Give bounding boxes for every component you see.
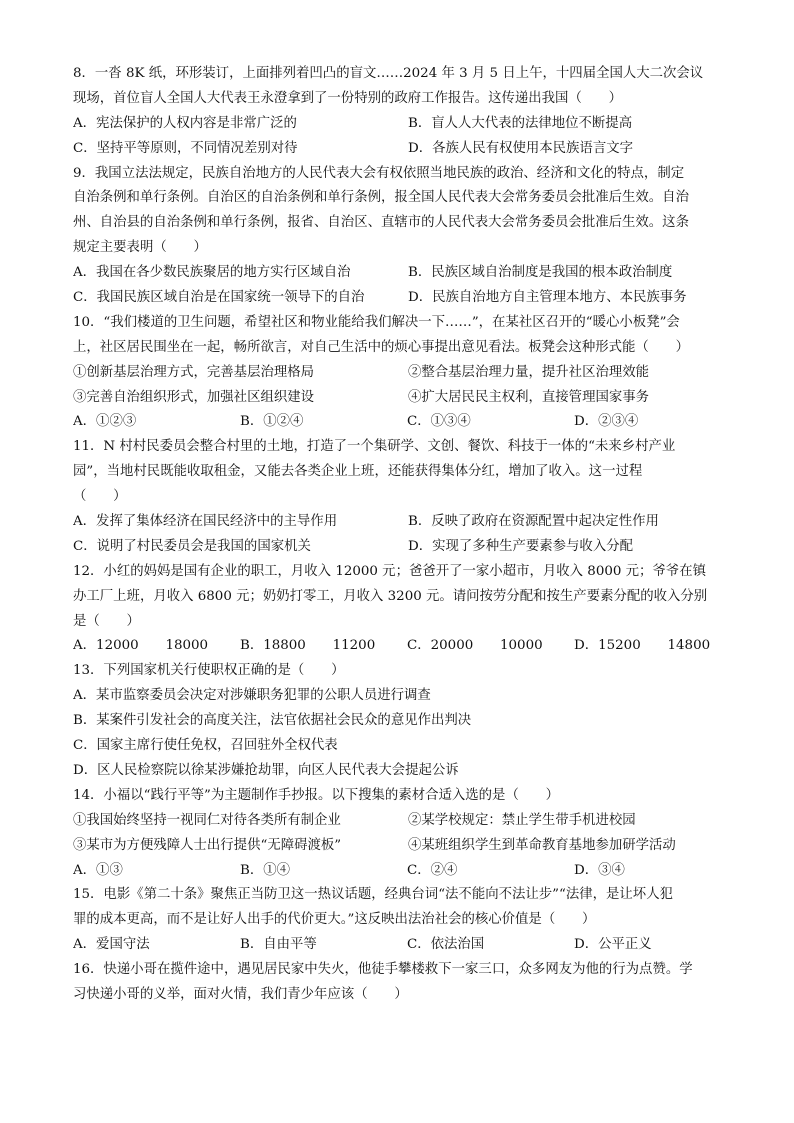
statement-1: ①我国始终坚持一视同仁对待各类所有制企业	[73, 812, 341, 828]
option-d: D．公平正义	[574, 937, 652, 953]
option-row	[73, 933, 723, 958]
option-row	[73, 634, 723, 659]
option-a: A．①③	[73, 862, 123, 878]
option-c: C．国家主席行使任免权，召回驻外全权代表	[73, 738, 338, 754]
question-text: 州、自治县的自治条例和单行条例，报省、自治区、直辖市的人民代表大会常务委员会批准后生效。这条	[73, 215, 689, 231]
question-8	[73, 62, 723, 162]
question-11	[73, 435, 723, 559]
statement-4: ④某班组织学生到革命教育基地参加研学活动	[408, 837, 676, 853]
option-row	[73, 112, 723, 137]
statement-row	[73, 809, 723, 834]
question-16	[73, 958, 723, 1008]
option-row	[73, 859, 723, 884]
question-text: 16．快递小哥在揽件途中，遇见居民家中失火，他徒手攀楼救下一家三口，众多网友为他的行为点赞。学	[73, 962, 693, 978]
option-row	[73, 137, 723, 162]
question-text: 13．下列国家机关行使职权正确的是（ ）	[73, 663, 345, 679]
option-d: D．③④	[574, 862, 625, 878]
option-b: B．民族区域自治制度是我国的根本政治制度	[408, 265, 673, 281]
statement-2: ②某学校规定：禁止学生带手机进校园	[408, 812, 636, 828]
option-c: C．①③④	[407, 414, 471, 430]
option-a: A．12000 18000	[73, 638, 209, 654]
option-row	[73, 510, 723, 535]
question-text: 12．小红的妈妈是国有企业的职工，月收入 12000 元；爸爸开了一家小超市，月收入 8000 元；爷爷在镇	[73, 563, 706, 579]
option-d: D．②③④	[574, 414, 639, 430]
option-d: D．15200 14800	[574, 638, 711, 654]
option-b: B．盲人人大代表的法律地位不断提高	[408, 115, 633, 131]
question-text: （ ）	[73, 489, 127, 505]
option-a: A．发挥了集体经济在国民经济中的主导作用	[73, 514, 338, 530]
option-a: A．①②③	[73, 414, 137, 430]
question-text: 是（ ）	[73, 613, 140, 629]
option-c: C．20000 10000	[407, 638, 543, 654]
statement-row	[73, 361, 723, 386]
question-text: 规定主要表明（ ）	[73, 240, 207, 256]
option-a: A．我国在各少数民族聚居的地方实行区域自治	[73, 265, 351, 281]
statement-row	[73, 834, 723, 859]
question-14	[73, 784, 723, 884]
option-row	[73, 286, 723, 311]
option-a: A．宪法保护的人权内容是非常广泛的	[73, 115, 297, 131]
statement-2: ②整合基层治理力量，提升社区治理效能	[408, 364, 650, 380]
option-c: C．说明了村民委员会是我国的国家机关	[73, 538, 311, 554]
option-d: D．各族人民有权使用本民族语言文字	[408, 140, 633, 156]
question-13	[73, 659, 723, 783]
option-b: B．某案件引发社会的高度关注，法官依据社会民众的意见作出判决	[73, 713, 472, 729]
option-row	[73, 410, 723, 435]
option-c: C．②④	[407, 862, 458, 878]
option-row	[73, 535, 723, 560]
question-9	[73, 162, 723, 311]
question-text: 上，社区居民围坐在一起，畅所欲言，对自己生活中的烦心事提出意见看法。板凳会这种形式能（ ）	[73, 339, 689, 355]
question-10	[73, 311, 723, 435]
statement-1: ①创新基层治理方式，完善基层治理格局	[73, 364, 315, 380]
statement-4: ④扩大居民民主权利，直接管理国家事务	[408, 389, 650, 405]
statement-row	[73, 386, 723, 411]
question-text: 14．小福以“践行平等”为主题制作手抄报。以下搜集的素材合适入选的是（ ）	[73, 787, 560, 803]
question-text: 自治条例和单行条例。自治区的自治条例和单行条例，报全国人民代表大会常务委员会批准后生效。自治	[73, 190, 689, 206]
question-text: 10．“我们楼道的卫生问题，希望社区和物业能给我们解决一下……”，在某社区召开的“暖心小板凳”会	[73, 314, 680, 330]
statement-3: ③完善自治组织形式，加强社区组织建设	[73, 389, 315, 405]
question-text: 习快递小哥的义举，面对火情，我们青少年应该（ ）	[73, 986, 408, 1002]
question-text: 15．电影《第二十条》聚焦正当防卫这一热议话题，经典台词“法不能向不法让步”“法律，是让坏人犯	[73, 887, 673, 903]
question-text: 办工厂上班，月收入 6800 元；奶奶打零工，月收入 3200 元。请问按劳分配和按生产要素分配的收入分别	[73, 588, 708, 604]
option-c: C．依法治国	[407, 937, 485, 953]
option-b: B．反映了政府在资源配置中起决定性作用	[408, 514, 659, 530]
question-text: 罪的成本更高，而不是让好人出手的代价更大。”这反映出法治社会的核心价值是（ ）	[73, 912, 596, 928]
question-text: 8．一沓 8K 纸，环形装订，上面排列着凹凸的盲文……2024 年 3 月 5 日上午，十四届全国人大二次会议	[73, 66, 704, 81]
option-d: D．区人民检察院以徐某涉嫌抢劫罪，向区人民代表大会提起公诉	[73, 762, 459, 778]
option-b: B．①④	[240, 862, 291, 878]
option-a: A．爱国守法	[73, 937, 150, 953]
exam-content	[73, 62, 723, 1008]
question-text: 现场，首位盲人全国人大代表王永澄拿到了一份特别的政府工作报告。这传递出我国（ ）	[73, 90, 623, 106]
question-text: 园”，当地村民既能收取租金，又能去各类企业上班，还能获得集体分红，增加了收入。这一过程	[73, 464, 643, 480]
question-text: 11．N 村村民委员会整合村里的土地，打造了一个集研学、文创、餐饮、科技于一体的“未来乡村产业	[73, 439, 676, 455]
option-b: B．自由平等	[240, 937, 317, 953]
option-c: C．我国民族区域自治是在国家统一领导下的自治	[73, 290, 365, 306]
question-text: 9．我国立法法规定，民族自治地方的人民代表大会有权依照当地民族的政治、经济和文化的特点，制定	[73, 165, 685, 181]
option-d: D．实现了多种生产要素参与收入分配	[408, 538, 633, 554]
statement-3: ③某市为方便残障人士出行提供“无障碍渡板”	[73, 837, 342, 853]
option-d: D．民族自治地方自主管理本地方、本民族事务	[408, 290, 687, 306]
option-c: C．坚持平等原则，不同情况差别对待	[73, 140, 298, 156]
option-b: B．18800 11200	[240, 638, 376, 654]
question-12	[73, 560, 723, 660]
option-row	[73, 261, 723, 286]
option-a: A．某市监察委员会决定对涉嫌职务犯罪的公职人员进行调查	[73, 688, 431, 704]
option-b: B．①②④	[240, 414, 304, 430]
question-15	[73, 883, 723, 958]
